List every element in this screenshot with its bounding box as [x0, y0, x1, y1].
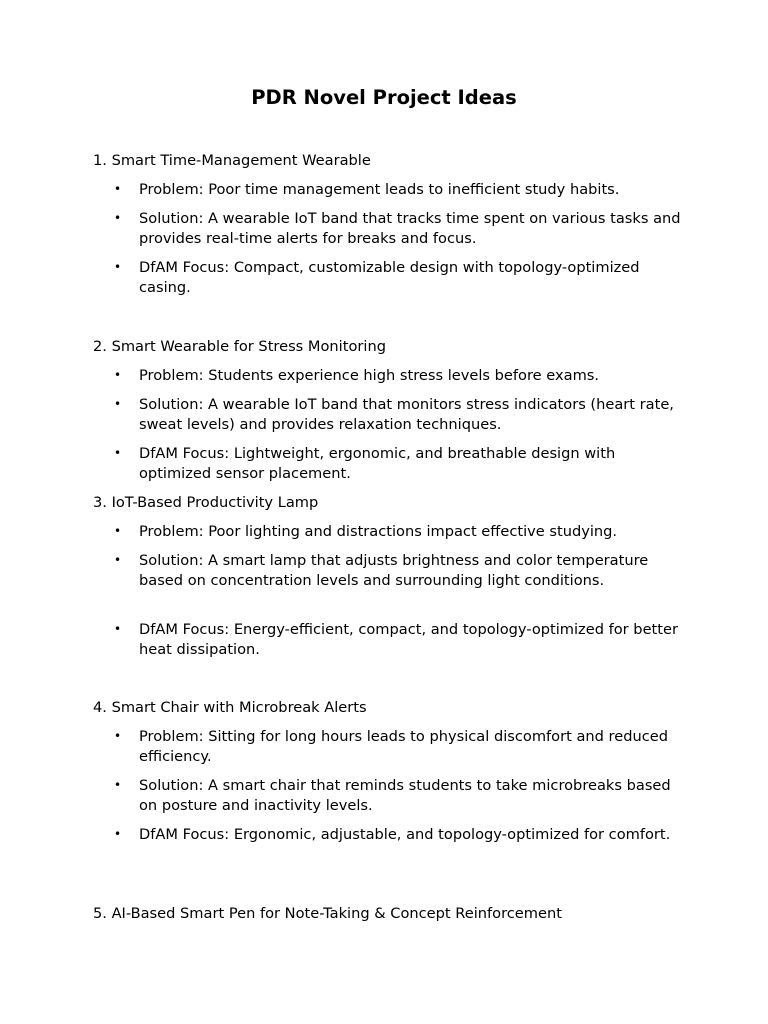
bullet-text: Problem: Poor lighting and distractions impact effective studying. [139, 523, 618, 540]
list-item [114, 180, 684, 200]
bullet-icon: • [114, 827, 122, 841]
list-item [114, 444, 684, 483]
bullet-text: Problem: Students experience high stress levels before exams. [139, 367, 600, 384]
list-item [114, 395, 684, 434]
bullet-text: DfAM Focus: Lightweight, ergonomic, and breathable design with optimized sensor placement. [139, 445, 616, 482]
bullet-icon: • [114, 211, 122, 225]
bullet-icon: • [114, 446, 122, 460]
bullet-text: Problem: Sitting for long hours leads to physical discomfort and reduced efficiency. [139, 728, 668, 765]
list-item [114, 825, 684, 845]
bullet-icon: • [114, 368, 122, 382]
bullet-text: Solution: A smart lamp that adjusts brightness and color temperature based on concentration levels and surrounding light conditions. [139, 552, 649, 589]
bullet-icon: • [114, 622, 122, 636]
bullet-text: Solution: A wearable IoT band that monitors stress indicators (heart rate, sweat levels) and provides relaxation techniques. [139, 396, 674, 433]
section-heading-3: 3. IoT-Based Productivity Lamp [93, 494, 319, 511]
list-item [114, 209, 684, 248]
bullet-icon: • [114, 260, 122, 274]
list-item [114, 620, 684, 659]
bullet-icon: • [114, 397, 122, 411]
list-item [114, 776, 684, 815]
list-item [114, 551, 684, 590]
bullet-icon: • [114, 778, 122, 792]
list-item [114, 366, 684, 386]
bullet-icon: • [114, 182, 122, 196]
bullet-text: Solution: A smart chair that reminds students to take microbreaks based on posture and inactivity levels. [139, 777, 671, 814]
bullet-icon: • [114, 729, 122, 743]
bullet-text: DfAM Focus: Ergonomic, adjustable, and topology-optimized for comfort. [139, 826, 671, 843]
bullet-text: DfAM Focus: Compact, customizable design with topology-optimized casing. [139, 259, 640, 296]
section-heading-5: 5. AI-Based Smart Pen for Note-Taking & Concept Reinforcement [93, 905, 562, 922]
bullet-icon: • [114, 553, 122, 567]
bullet-icon: • [114, 524, 122, 538]
bullet-text: Problem: Poor time management leads to inefficient study habits. [139, 181, 620, 198]
list-item [114, 727, 684, 766]
section-heading-4: 4. Smart Chair with Microbreak Alerts [93, 699, 367, 716]
page-title: PDR Novel Project Ideas [251, 86, 517, 109]
bullet-text: DfAM Focus: Energy-efficient, compact, and topology-optimized for better heat dissipation. [139, 621, 678, 658]
list-item [114, 258, 684, 297]
list-item [114, 522, 684, 542]
section-heading-1: 1. Smart Time-Management Wearable [93, 152, 371, 169]
bullet-text: Solution: A wearable IoT band that tracks time spent on various tasks and provides real-time alerts for breaks and focus. [139, 210, 681, 247]
section-heading-2: 2. Smart Wearable for Stress Monitoring [93, 338, 386, 355]
